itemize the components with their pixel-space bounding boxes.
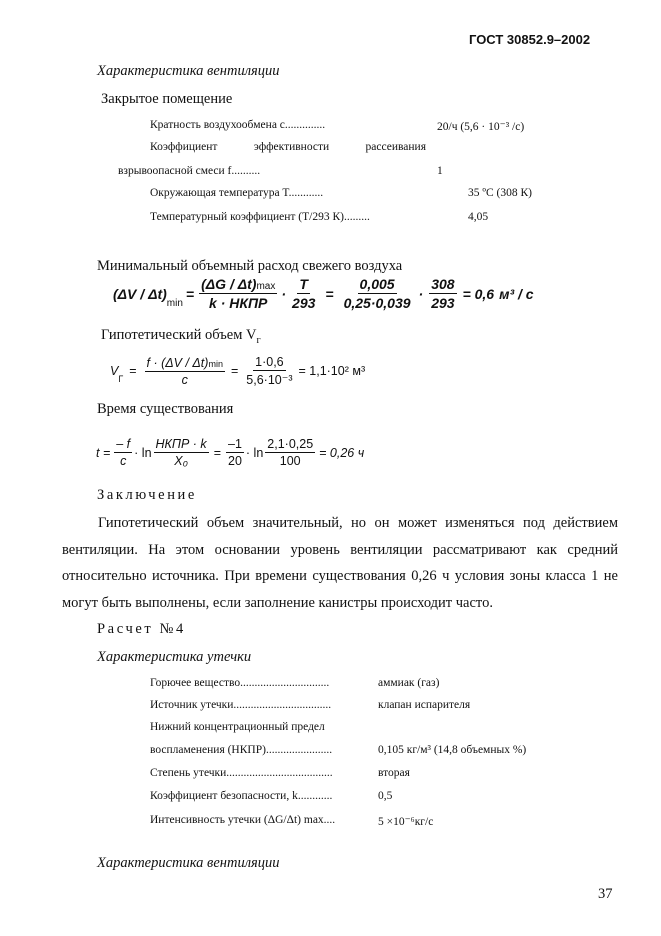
fraction-1 <box>114 437 132 468</box>
fraction-1-denominator: c <box>181 372 188 387</box>
room-type: Закрытое помещение <box>101 91 233 107</box>
fraction-3 <box>226 437 244 468</box>
section-heading-ventilation: Характеристика вентиляции <box>97 63 280 79</box>
formula-lhs-subscript: Г <box>118 374 124 384</box>
formula-lhs: (ΔV / Δt) <box>113 285 167 302</box>
param-label: взрывоопасной смеси f.......... <box>118 165 261 177</box>
conclusion-heading: Заключение <box>97 487 197 503</box>
fraction-1-numerator-subscript: min <box>208 358 223 369</box>
leak-label: Коэффициент безопасности, k............ <box>150 790 333 802</box>
formula-result: = 0,6 <box>462 285 495 302</box>
fraction-1-numerator-subscript: max <box>256 281 276 292</box>
param-value: 35 ºС (308 К) <box>468 187 532 199</box>
fraction-1 <box>199 276 277 311</box>
fraction-4-denominator: 293 <box>431 295 455 311</box>
fraction-2-denominator: 293 <box>292 295 316 311</box>
fraction-1-numerator: (ΔG / Δt) <box>201 276 257 292</box>
leak-label: Нижний концентрационный предел <box>150 721 325 733</box>
fraction-1 <box>145 356 225 387</box>
calc4-heading: Расчет №4 <box>97 621 186 637</box>
section-heading-leak: Характеристика утечки <box>97 649 252 665</box>
fraction-2 <box>290 276 317 311</box>
leak-label: воспламенения (НКПР)....................... <box>150 744 333 756</box>
leak-value: 0,105 кг/м³ (14,8 объемных %) <box>378 744 527 756</box>
fraction-3-numerator: 0,005 <box>359 276 395 292</box>
conclusion-text: Гипотетический объем значительный, но он может изменяться под действием вентиляции. На этом основании уровень вентиляции рассматривают как средний относительно источника. При времени существования 0,26 ч условия зоны класса 1 не могут быть выполнены, если заполнение канистры происходит часто. <box>62 515 618 611</box>
fraction-4 <box>429 276 456 311</box>
fraction-2-numerator: НКПР · k <box>155 437 207 451</box>
param-label: Окружающая температура T............ <box>150 187 324 199</box>
fraction-4-denominator: 100 <box>279 454 301 468</box>
hyp-volume-title <box>101 327 261 346</box>
formula-result: = 1,1·10² м³ <box>298 364 366 378</box>
fraction-2 <box>244 355 294 387</box>
fraction-1-denominator: c <box>120 454 127 468</box>
fraction-2 <box>154 437 209 468</box>
param-value: 4,05 <box>468 211 489 223</box>
param-label: Кратность воздухообмена c.............. <box>150 119 326 131</box>
param-value: 1 <box>437 165 443 177</box>
param-label: Коэффициент эффективности рассеивания <box>150 141 426 153</box>
existence-title: Время существования <box>97 401 234 417</box>
leak-label: Интенсивность утечки (ΔG/Δt) max.... <box>150 814 336 826</box>
formula-result: = 0,26 ч <box>319 445 365 460</box>
leak-value: 5 ×10⁻⁶кг/с <box>378 816 434 828</box>
fraction-4-numerator: 2,1·0,25 <box>267 437 314 451</box>
param-value: 20/ч (5,6 · 10⁻³ /c) <box>437 121 525 133</box>
min-flow-title: Минимальный объемный расход свежего воздуха <box>97 258 403 274</box>
leak-value: аммиак (газ) <box>378 677 440 689</box>
section-heading-ventilation-2: Характеристика вентиляции <box>97 855 280 871</box>
formula-hyp-volume: V Г = $\frac{f \cdot (\Delta V / \Delta t)\min}{c}$ = $\frac{1\cdot 0,6}{\text{5,6·10⁻³}}$ = 1,1·10² м³ <box>110 355 366 387</box>
hyp-volume-title-text: Гипотетический объем V <box>101 327 257 343</box>
fraction-4 <box>265 437 315 468</box>
leak-label: Степень утечки..................................... <box>150 767 333 779</box>
fraction-2-denominator: 5,6·10⁻³ <box>246 373 293 387</box>
fraction-2-numerator: 1·0,6 <box>255 355 284 369</box>
leak-label: Горючее вещество............................... <box>150 677 330 689</box>
leak-label: Источник утечки.................................. <box>150 699 332 711</box>
fraction-2-denominator: X₀ <box>174 454 188 468</box>
param-label: Температурный коэффициент (T/293 К)......... <box>150 211 370 223</box>
fraction-3-numerator: –1 <box>228 437 242 451</box>
formula-lhs: V <box>110 364 119 378</box>
document-header: ГОСТ 30852.9–2002 <box>469 32 591 47</box>
ln-operator: · ln <box>245 445 264 460</box>
fraction-1-numerator: – f <box>116 437 131 451</box>
fraction-3 <box>342 276 413 311</box>
ln-operator: · ln <box>134 445 152 460</box>
conclusion-paragraph <box>62 510 618 616</box>
leak-value: 0,5 <box>378 790 393 802</box>
fraction-2-numerator: T <box>299 276 308 292</box>
formula-lhs-subscript: min <box>166 298 183 309</box>
fraction-4-numerator: 308 <box>431 276 455 292</box>
formula-lhs: t = <box>96 445 111 460</box>
fraction-3-denominator: 20 <box>228 454 242 468</box>
formula-min-flow: (ΔV / Δt) min = $\frac{(\Delta G / \Delta t)\max}{\text{k · НКПР}}$ · $\frac{T}{293}$ = $\frac{0,005}{0,25\cdot 0,039}$ · $\frac{308}{293}$ = 0,6 м³ / с <box>113 276 534 311</box>
formula-unit: м³ / с <box>499 285 534 302</box>
hyp-volume-title-subscript: г <box>256 334 261 346</box>
leak-value: клапан испарителя <box>378 699 471 711</box>
formula-existence: t = $\frac{- f}{c}$ · ln $\frac{\text{НКПР · k}}{\text{X₀}}$ = $\frac{-1}{20}$ · ln $\frac{2,1\cdot 0,25}{100}$ = 0,26 ч <box>96 437 365 468</box>
fraction-3-denominator: 0,25·0,039 <box>343 295 411 311</box>
fraction-1-denominator: k · НКПР <box>209 295 268 311</box>
page-number: 37 <box>598 886 613 902</box>
fraction-1-numerator: f · (ΔV / Δt) <box>146 355 209 370</box>
leak-value: вторая <box>378 767 410 779</box>
